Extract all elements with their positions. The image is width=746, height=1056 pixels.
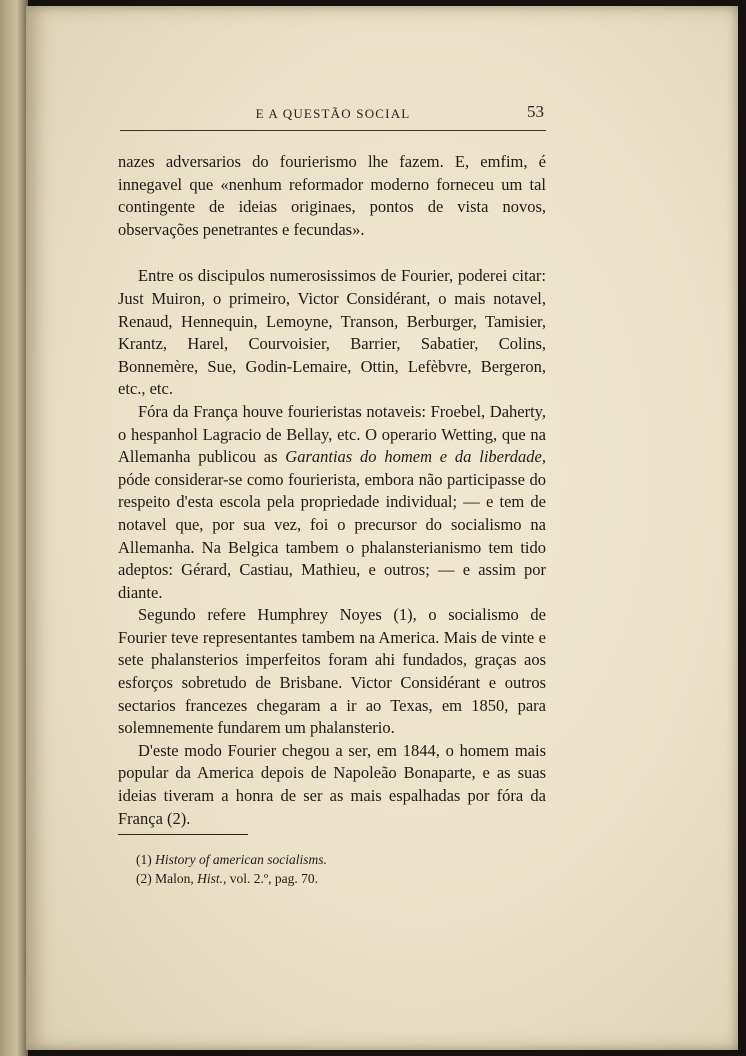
footnote-title: Hist., — [197, 871, 227, 886]
footnote-author: Malon, — [155, 871, 198, 886]
main-text — [118, 151, 546, 830]
footnote-marker: (2) — [136, 871, 152, 886]
footnote-title: History of american socialisms. — [155, 852, 327, 867]
running-header — [120, 104, 546, 131]
paragraph-4: Segundo refere Humphrey Noyes (1), o socialismo de Fourier teve representantes tambem na America. Mais de vinte e sete phalansterios imperfeitos foram ahi fundados, graças aos esforços sobretudo de Brisbane. Victor Considérant e outros sectarios francezes chegaram a ir ao Texas, em 1850, para solemnemente fundarem um phalansterio. — [118, 605, 546, 738]
footnotes — [136, 850, 556, 888]
paragraph-1: nazes adversarios do fourierismo lhe fazem. E, emfim, é innegavel que «nenhum reformador moderno forneceu um tal contingente de ideias originaes, pontos de vista novos, observações penetrantes e fecundas». — [118, 152, 546, 239]
footnote-2 — [136, 869, 556, 888]
paragraph-3 — [118, 401, 546, 604]
footnote-1 — [136, 850, 556, 869]
running-title: E A QUESTÃO SOCIAL — [255, 106, 411, 121]
footnote-separator — [118, 834, 248, 835]
paragraph-3-text-a: Fóra da França houve fourieristas notaveis: Froebel, Daherty, o hespanhol Lagracio de Bellay, etc. O operario Wetting, que na Allemanha publicou as — [118, 401, 546, 467]
previous-page-edge — [0, 0, 28, 1056]
page-number: 53 — [527, 102, 544, 121]
paragraph-2: Entre os discipulos numerosissimos de Fourier, poderei citar: Just Muiron, o primeiro, Victor Considérant, o mais notavel, Renaud, Hennequin, Lemoyne, Transon, Berburger, Tamisier, Krantz, Harel, Courvoisier, Barrier, Sabatier, Colins, Bonnemère, Sue, Godin-Lemaire, Ottin, Lefèbvre, Bergeron, etc., etc. — [118, 266, 546, 399]
footnote-text: vol. 2.º, pag. 70. — [226, 871, 318, 886]
footnote-marker: (1) — [136, 852, 152, 867]
book-title-italic: Garantias do homem e da liberdade, — [285, 447, 546, 467]
paragraph-3-text-b: póde considerar-se como fourierista, embora não participasse do respeito d'esta escola pela propriedade individual; — e tem de notavel que, por sua vez, foi o precursor do socialismo na Allemanha. Na Belgica tambem o phalansterianismo tem tido adeptos: Gérard, Castiau, Mathieu, e outros; — e assim por diante. — [118, 469, 546, 602]
paragraph-5: D'este modo Fourier chegou a ser, em 1844, o homem mais popular da America depois de Napoleão Bonaparte, e as suas ideias tiveram a honra de ser as mais espalhadas por fóra da França (2). — [118, 740, 546, 828]
